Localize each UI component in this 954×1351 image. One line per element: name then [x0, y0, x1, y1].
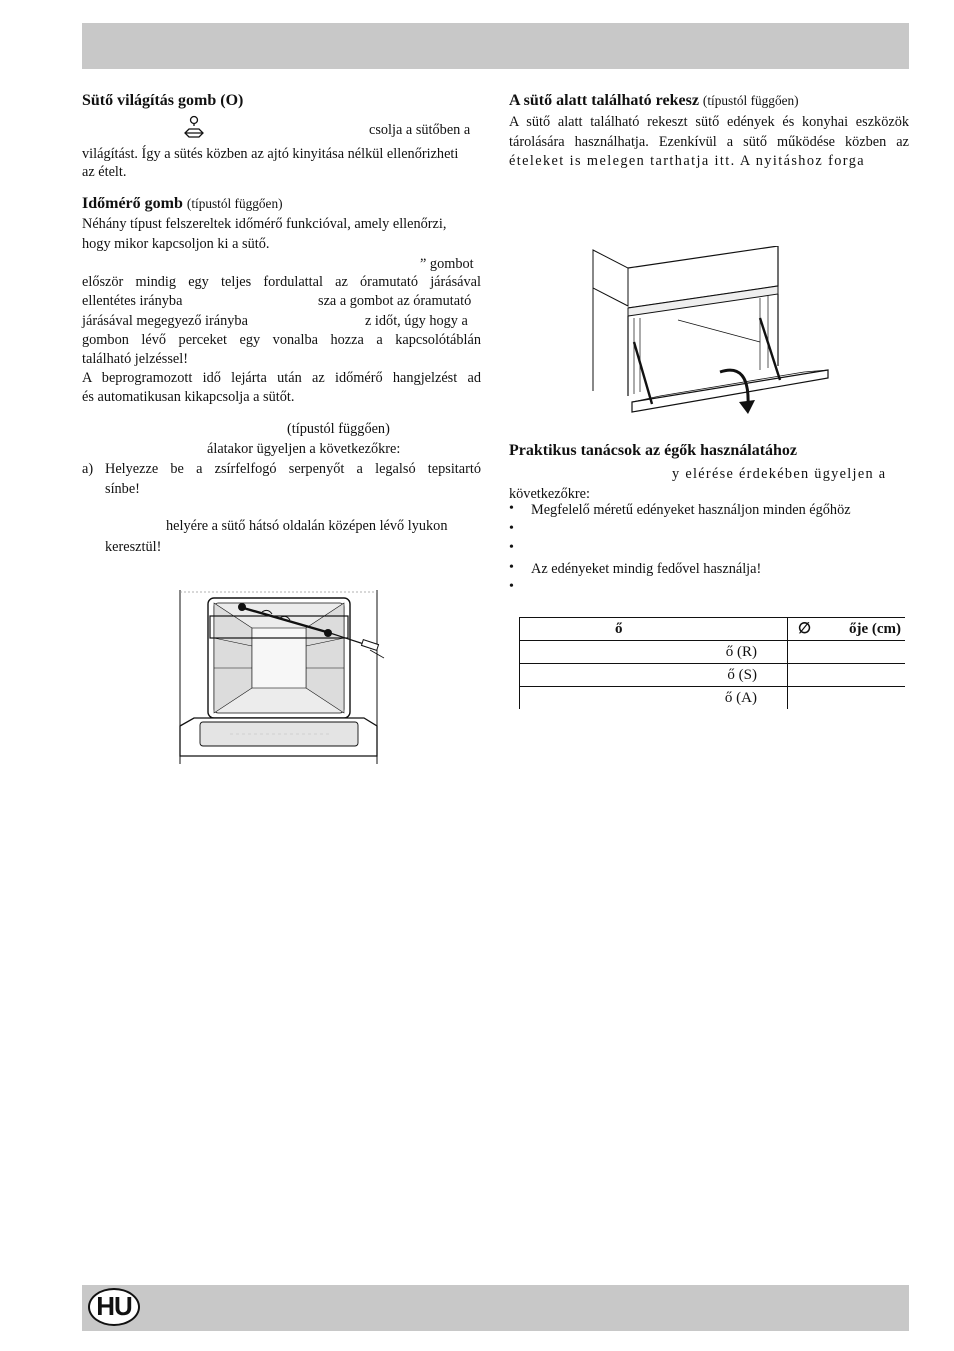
oven-spit-illustration	[170, 588, 395, 768]
table-header-burner: ő	[520, 618, 788, 641]
oven-light-icon	[182, 114, 206, 138]
table-cell-burner: ő (A)	[520, 687, 788, 710]
timer-text-6b: z időt, úgy hogy a	[365, 313, 468, 329]
spit-item-b-text-1: helyére a sütő hátsó oldalán középen lévő lyukon	[166, 518, 448, 534]
spit-item-b-text-2: keresztül!	[105, 539, 162, 555]
table-cell-diameter	[788, 664, 906, 687]
timer-text-5a: ellentétes irányba	[82, 293, 183, 309]
drawer-text-1: A sütő alatt található rekeszt sütő edények és konyhai eszközök	[509, 114, 909, 130]
table-header-diameter	[788, 618, 906, 641]
timer-text-7: gombon lévő perceket egy vonalba hozza a kapcsolótáblán	[82, 332, 481, 348]
oven-light-text-3: az ételt.	[82, 164, 127, 180]
oven-light-heading: Sütő világítás gomb (O)	[82, 92, 244, 109]
table-row	[520, 687, 906, 710]
bullet-marker: •	[509, 521, 514, 536]
spit-note: (típustól függően)	[287, 421, 390, 437]
tips-bullet-1: Megfelelő méretű edényeket használjon minden égőhöz	[531, 502, 851, 518]
timer-text-1: Néhány típust felszereltek időmérő funkcióval, amely ellenőrzi,	[82, 216, 447, 232]
bullet-marker: •	[509, 579, 514, 594]
table-cell-diameter	[788, 641, 906, 664]
tips-text-2: következőkre:	[509, 486, 590, 502]
tips-text-1: y elérése érdekében ügyeljen a	[672, 466, 887, 482]
timer-text-3: ” gombot	[420, 256, 474, 272]
oven-light-text-2: világítást. Így a sütés közben az ajtó kinyitása nélkül ellenőrizheti	[82, 146, 459, 162]
drawer-heading-note: (típustól függően)	[702, 93, 799, 108]
timer-text-10: és automatikusan kikapcsolja a sütőt.	[82, 389, 295, 405]
table-header-diameter-text: ője (cm)	[848, 621, 901, 637]
timer-text-8: található jelzéssel!	[82, 351, 188, 367]
tips-bullet-4: Az edényeket mindig fedővel használja!	[531, 561, 762, 577]
oven-light-text-1: csolja a sütőben a	[369, 122, 471, 138]
tips-heading: Praktikus tanácsok az égők használatához	[509, 442, 798, 459]
drawer-heading-title: A sütő alatt található rekesz	[509, 92, 699, 109]
bullet-marker: •	[509, 501, 514, 516]
drawer-illustration	[590, 246, 835, 420]
drawer-text-3: ételeket is melegen tarthatja itt. A nyitáshoz forga	[509, 153, 866, 169]
timer-heading	[82, 195, 283, 213]
table-cell-burner: ő (R)	[520, 641, 788, 664]
bullet-marker: •	[509, 540, 514, 555]
drawer-text-2: tárolására használhatja. Ezenkívül a sütő működése közben az	[509, 134, 909, 150]
timer-text-4: először mindig egy teljes fordulattal az óramutató járásával	[82, 274, 481, 290]
table-cell-diameter	[788, 687, 906, 710]
timer-text-2: hogy mikor kapcsoljon ki a sütő.	[82, 236, 270, 252]
spit-item-a-marker: a)	[82, 461, 94, 477]
burner-size-table	[519, 617, 905, 709]
header-bar	[82, 23, 909, 69]
footer-bar	[82, 1285, 909, 1331]
timer-heading-title: Időmérő gomb	[82, 195, 183, 212]
bullet-marker: •	[509, 560, 514, 575]
diameter-icon: ∅	[798, 621, 812, 637]
language-badge: HU	[88, 1288, 140, 1326]
table-row	[520, 641, 906, 664]
timer-text-6a: járásával megegyező irányba	[82, 313, 248, 329]
timer-heading-note: (típustól függően)	[186, 196, 283, 211]
spit-item-a-text-1: Helyezze be a zsírfelfogó serpenyőt a legalsó tepsitartó	[105, 461, 481, 477]
spit-item-a-text-2: sínbe!	[105, 481, 140, 497]
table-row	[520, 664, 906, 687]
timer-text-5b: sza a gombot az óramutató	[318, 293, 472, 309]
table-header-row	[520, 618, 906, 641]
spit-text-1: álatakor ügyeljen a következőkre:	[207, 441, 401, 457]
drawer-heading	[509, 92, 799, 110]
table-cell-burner: ő (S)	[520, 664, 788, 687]
timer-text-9: A beprogramozott idő lejárta után az időmérő hangjelzést ad	[82, 370, 481, 386]
